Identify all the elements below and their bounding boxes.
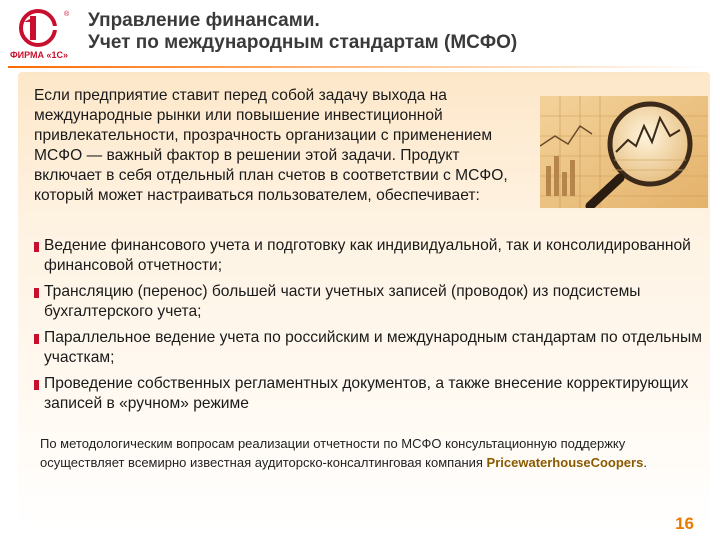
magnifying-glass-over-chart-icon	[540, 96, 708, 208]
logo-registered: ®	[64, 11, 70, 18]
note-text: По методологическим вопросам реализации отчетности по МСФО консультационную поддержку осуществляет всемирно известная аудиторско-консалтинговая компания	[40, 436, 626, 470]
page-number: 16	[675, 514, 694, 533]
list-item-text: Трансляцию (перенос) большей части учетных записей (проводок) из подсистемы бухгалтерского учета;	[44, 283, 641, 320]
intro-paragraph: Если предприятие ставит перед собой задачу выхода на международные рынки или повышение инвестиционной привлекательности, прозрачность организации с применением МСФО — важный фактор в решении этой задачи. Продукт включает в себя отдельный план счетов в соответствии с МСФО, который может настраиваться пользователем, обеспечивает:	[34, 87, 508, 204]
bullet-marker	[34, 242, 39, 252]
slide-title	[88, 10, 708, 54]
consulting-note	[40, 434, 700, 472]
list-item-text: Ведение финансового учета и подготовку как индивидуальной, так и консолидированной финансовой отчетности;	[44, 237, 691, 274]
logo-caption: ФИРМА «1С»	[10, 50, 69, 60]
title-line-1: Управление финансами.	[88, 10, 320, 31]
bullet-marker	[34, 380, 39, 390]
list-item	[34, 374, 710, 413]
list-item	[34, 282, 710, 321]
bullet-marker	[34, 334, 39, 344]
note-end: .	[643, 455, 647, 470]
title-line-2: Учет по международным стандартам (МСФО)	[88, 32, 518, 53]
header-divider	[8, 66, 712, 68]
list-item	[34, 236, 710, 275]
feature-list	[34, 236, 710, 420]
list-item	[34, 328, 710, 367]
logo-1c	[8, 6, 74, 62]
list-item-text: Параллельное ведение учета по российским и международным стандартам по отдельным участкам;	[44, 329, 702, 366]
bullet-marker	[34, 288, 39, 298]
company-name: PricewaterhouseCoopers	[486, 455, 644, 470]
list-item-text: Проведение собственных регламентных документов, а также внесение корректирующих записей в «ручном» режиме	[44, 375, 689, 412]
